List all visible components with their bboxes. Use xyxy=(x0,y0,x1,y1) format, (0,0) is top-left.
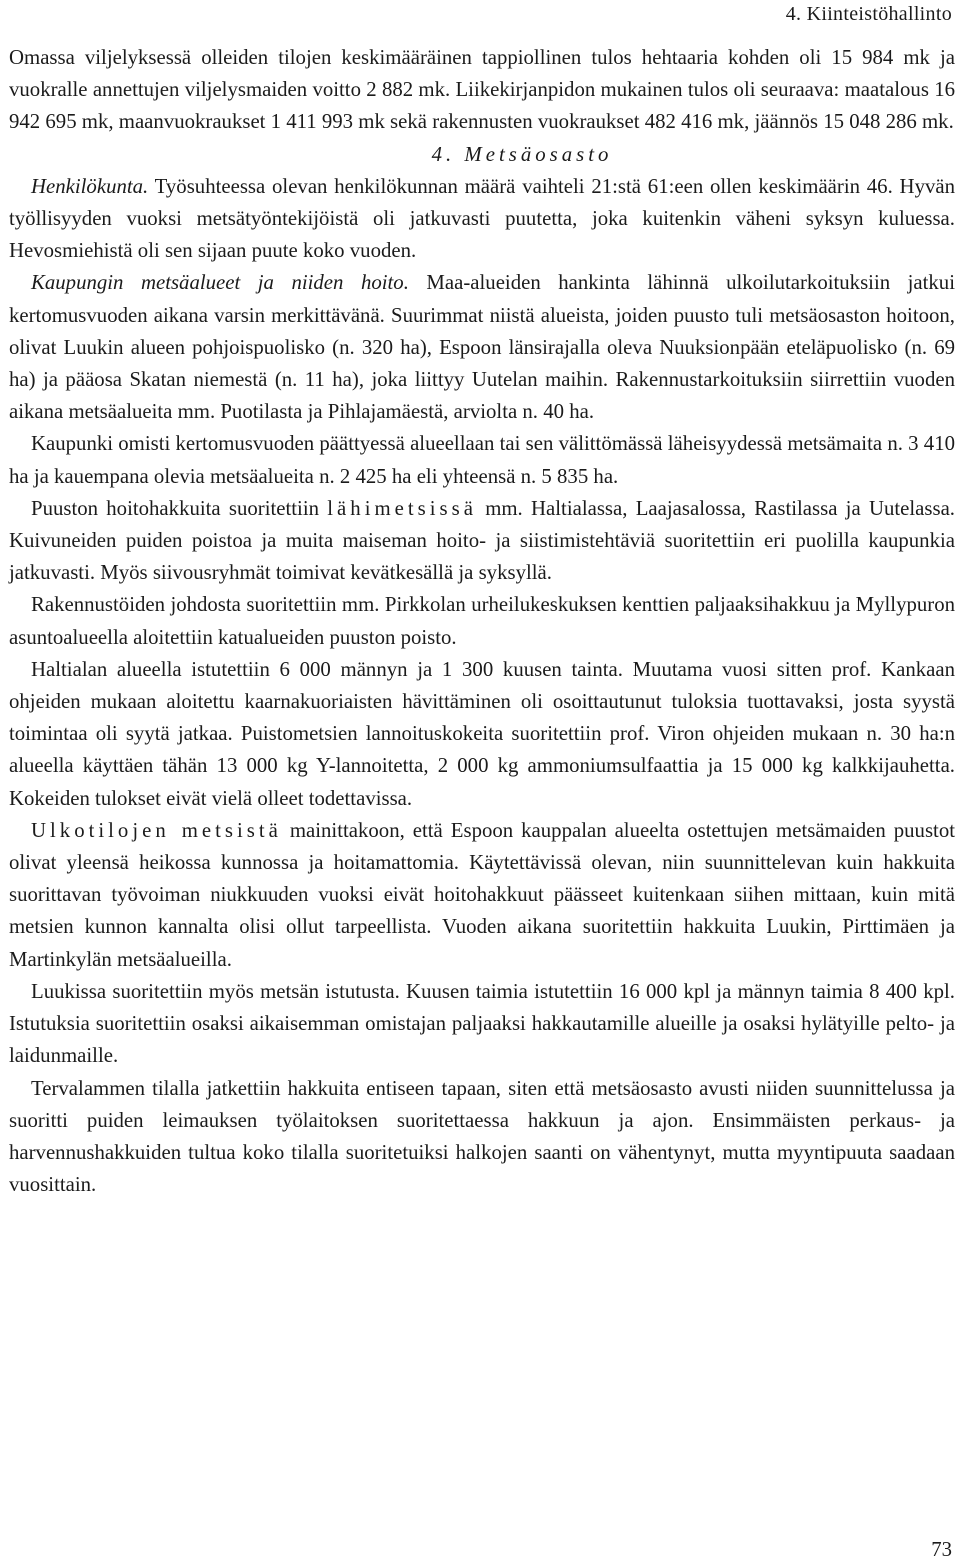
paragraph-2 xyxy=(9,171,955,268)
paragraph-5 xyxy=(9,493,955,590)
paragraph-2-lead: Henkilökunta. xyxy=(31,174,149,198)
paragraph-7: Haltialan alueella istutettiin 6 000 männyn ja 1 300 kuusen tainta. Muutama vuosi sitten prof. Kankaan ohjeiden mukaan aloitettu kaarnakuoriaisten hävittäminen oli osoittautunut tuloksia tuottavaksi, josta syystä toimintaa oli syytä jatkaa. Puistometsien lannoituskokeita suoritettiin prof. Viron ohjeiden mukaan n. 30 ha:n alueella käyttäen tähän 13 000 kg Y-lannoitetta, 2 000 kg ammoniumsulfaattia ja 15 000 kg kalkkijauhetta. Kokeiden tulokset eivät vielä olleet todettavissa. xyxy=(9,657,955,810)
page-number: 73 xyxy=(931,1538,952,1561)
paragraph-8-text: mainittakoon, että Espoon kauppalan alueelta ostettujen metsämaiden puustot olivat yleensä heikossa kunnossa ja hoitamattomia. Käytettävissä olevan, niin suunnittelevan kuin hakkuita suorittavan työvoiman niukkuuden vuoksi eivät hoitohakkuut päässeet kuitenkaan siihen mittaan, kuin mitä metsien kunnon kannalta olisi ollut tarpeellista. Vuoden aikana suoritettiin hakkuita Luukin, Pirttimäen ja Martinkylän metsäalueilla. xyxy=(9,818,955,971)
running-head: 4. Kiinteistöhallinto xyxy=(785,3,952,25)
section-heading xyxy=(9,139,955,171)
section-title: Metsäosasto xyxy=(464,142,613,166)
paragraph-8-spaced: Ulkotilojen metsistä xyxy=(31,818,282,842)
paragraph-4: Kaupunki omisti kertomusvuoden päättyessä alueellaan tai sen välittömässä läheisyydessä metsämaita n. 3 410 ha ja kauempana olevia metsäalueita n. 2 425 ha eli yhteensä n. 5 835 ha. xyxy=(9,432,955,488)
paragraph-10: Tervalammen tilalla jatkettiin hakkuita entiseen tapaan, siten että metsäosasto avusti niiden suunnittelussa ja suoritti puiden leimauksen työlaitoksen suoritettaessa hakkuun ja ajon. Ensimmäisten perkaus- ja harvennushakkuiden tultua koko tilalla suoritetuiksi halkojen saanti on vähentynyt, mutta myyntipuuta saadaan vuosittain. xyxy=(9,1076,955,1197)
paragraph-5-text-b: mm. Haltialassa, Laajasalossa, Rastilassa ja Uutelassa. Kuivuneiden puiden poistoa ja muita maiseman hoito- ja siistimistehtäviä suoritettiin eri puolilla kaupunkia jatkuvasti. Myös siivousryhmät toimivat kevätkesällä ja syksyllä. xyxy=(9,496,956,585)
section-number: 4. xyxy=(431,142,456,166)
paragraph-3-lead: Kaupungin metsäalueet ja niiden hoito. xyxy=(31,271,409,295)
paragraph-5-spaced: lähimetsissä xyxy=(327,496,477,520)
body-text xyxy=(9,42,955,1201)
paragraph-3-text: Maa-alueiden hankinta lähinnä ulkoilutarkoituksiin jatkui kertomusvuoden aikana varsin merkittävänä. Suurimmat niistä alueista, joiden puusto tuli metsäosaston hoitoon, olivat Luukin alueen pohjoispuolisko (n. 320 ha), Espoon länsirajalla oleva Nuuksionpään eteläpuolisko (n. 69 ha) ja pääosa Skatan niemestä (n. 11 ha), joka liittyy Uutelan maihin. Rakennustarkoituksiin siirrettiin vuoden aikana metsäalueita mm. Puotilasta ja Pihlajamäestä, arviolta n. 40 ha. xyxy=(9,271,955,424)
paragraph-1: Omassa viljelyksessä olleiden tilojen keskimääräinen tappiollinen tulos hehtaaria kohden oli 15 984 mk ja vuokralle annettujen viljelysmaiden voitto 2 882 mk. Liikekirjanpidon mukainen tulos oli seuraava: maatalous 16 942 695 mk, maanvuokraukset 1 411 993 mk sekä rakennusten vuokraukset 482 416 mk, jäännös 15 048 286 mk. xyxy=(9,46,955,134)
paragraph-5-text-a: Puuston hoitohakkuita suoritettiin xyxy=(31,496,328,520)
paragraph-6: Rakennustöiden johdosta suoritettiin mm. Pirkkolan urheilukeskuksen kenttien paljaaksihakkuu ja Myllypuron asuntoalueella aloitettiin katualueiden puuston poisto. xyxy=(9,593,955,649)
paragraph-2-text: Työsuhteessa olevan henkilökunnan määrä vaihteli 21:stä 61:een ollen keskimäärin 46. Hyvän työllisyyden vuoksi metsätyöntekijöistä oli jatkuvasti puutetta, joka kuitenkin väheni syksyn kuluessa. Hevosmiehistä oli sen sijaan puute koko vuoden. xyxy=(9,174,955,263)
paragraph-8 xyxy=(9,815,955,976)
paragraph-9: Luukissa suoritettiin myös metsän istutusta. Kuusen taimia istutettiin 16 000 kpl ja männyn taimia 8 400 kpl. Istutuksia suoritettiin osaksi aikaisemman omistajan paljaaksi hakkautamille alueille ja osaksi hylätyille pelto- ja laidunmaille. xyxy=(9,979,955,1068)
paragraph-3 xyxy=(9,267,955,428)
